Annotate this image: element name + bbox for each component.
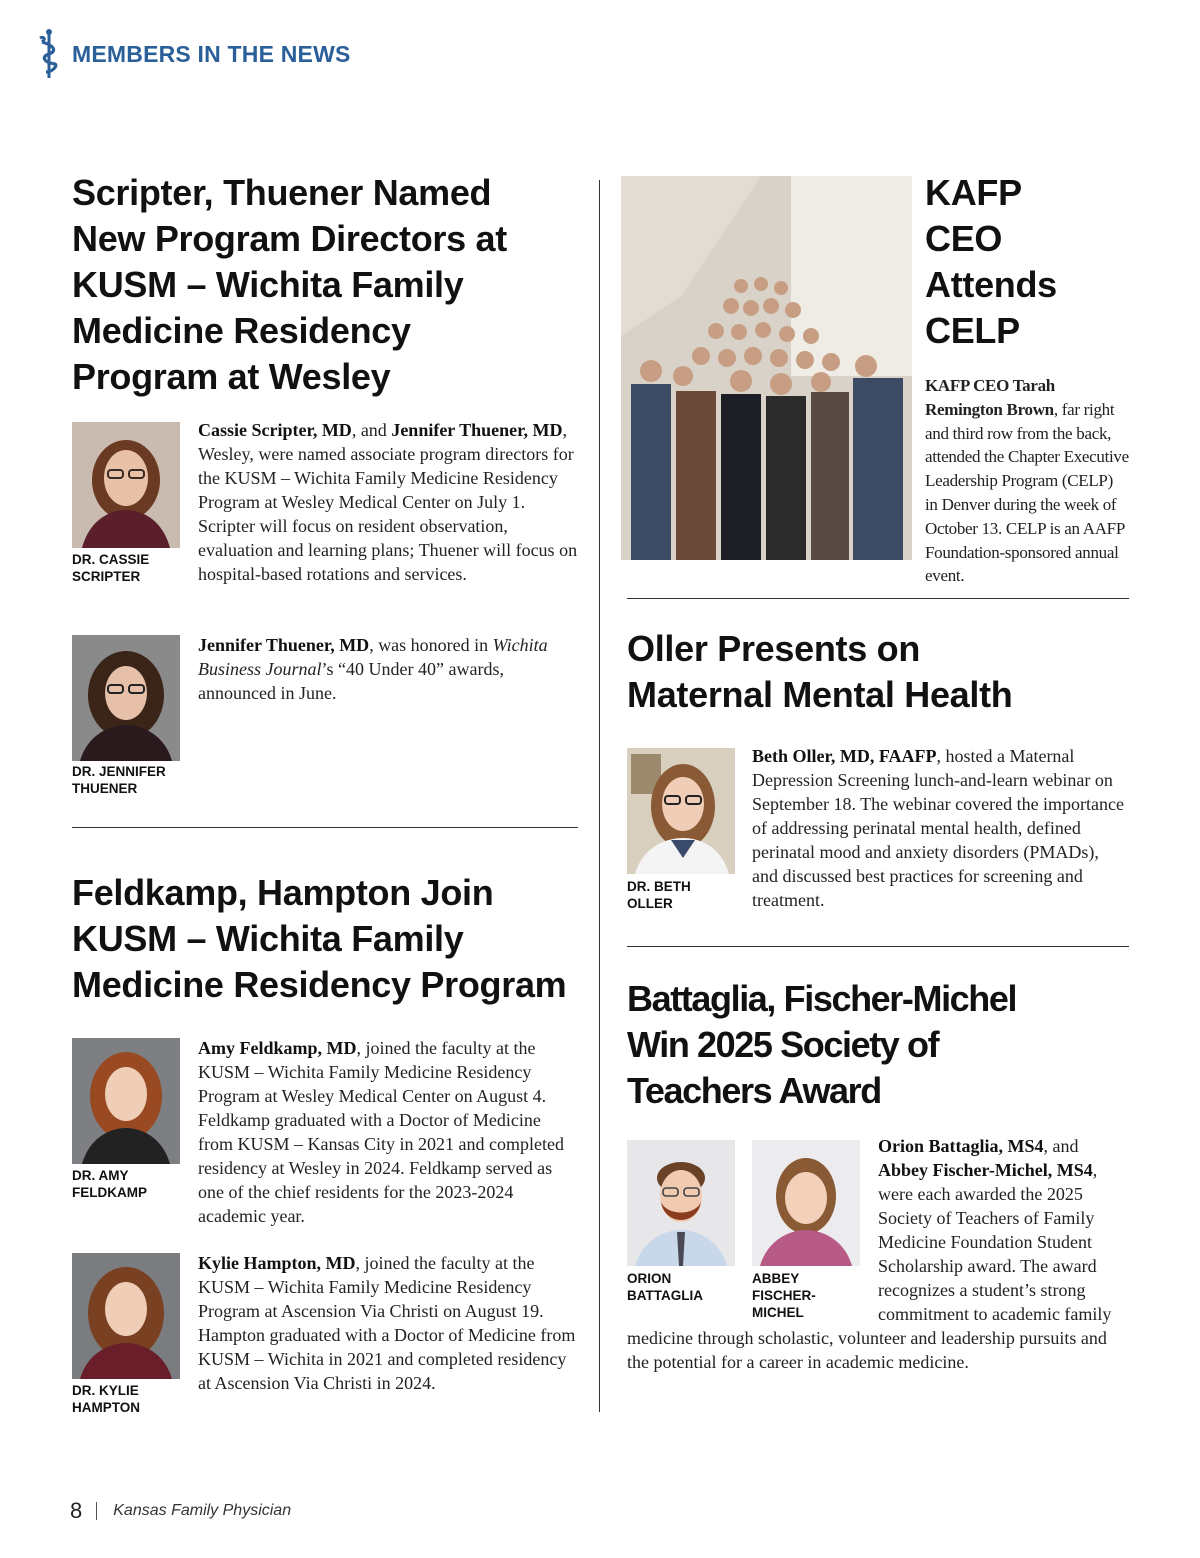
left-column [72, 170, 578, 1415]
article-oller [627, 626, 1129, 926]
photo-amy-feldkamp [72, 1038, 180, 1164]
photo-caption: DR. AMY FELDKAMP [72, 1168, 147, 1200]
section-divider [627, 598, 1129, 599]
article-headline: KAFP CEO Attends CELP [925, 172, 1057, 351]
caduceus-logo-icon [38, 28, 60, 80]
section-divider [627, 946, 1129, 947]
article-feldkamp-hampton [72, 870, 578, 1430]
page-number: 8 [70, 1498, 83, 1523]
section-title: MEMBERS IN THE NEWS [72, 40, 351, 67]
photo-celp-group [621, 176, 912, 560]
article-paragraph: Amy Feldkamp, MD, joined the faculty at the KUSM – Wichita Family Medicine Residency Program at Wesley Medical Center on August 4. Feldkamp graduated with a Doctor of Medicine from KUSM – Kansas City in 2021 and completed residency at Wesley in 2024. Feldkamp served as one of the chief residents for the 2023-2024 academic year. [198, 1038, 564, 1226]
footer-separator [96, 1502, 97, 1520]
photo-caption: DR. JENNIFER THUENER [72, 764, 166, 796]
article-paragraph: Beth Oller, MD, FAAFP, hosted a Maternal Depression Screening lunch-and-learn webinar on September 18. The webinar covered the importance of addressing perinatal mental health, defined perinatal mood and anxiety disorders (PMADs), and discussed best practices for screening and treatment. [752, 746, 1125, 910]
paragraph-float-spacer [627, 1134, 878, 1326]
photo-kylie-hampton [72, 1253, 180, 1379]
article-paragraph: Cassie Scripter, MD, and Jennifer Thuener, MD, Wesley, were named associate program directors for the KUSM – Wichita Family Medicine Residency Program at Wesley Medical Center on July 1. Scripter will focus on resident observation, evaluation and learning plans; Thuener will focus on hospital-based rotations and services. [198, 420, 578, 584]
publication-name: Kansas Family Physician [113, 1502, 292, 1519]
photo-caption: DR. BETH OLLER [627, 879, 691, 911]
article-battaglia-fischer-michel [627, 976, 1129, 1396]
photo-cassie-scripter [72, 422, 180, 548]
section-divider [72, 827, 578, 828]
article-paragraph: Orion Battaglia, MS4, and Abbey Fischer-Michel, MS4, were each awarded the 2025 Society of Teachers of Family Medicine Foundation Student Scholarship award. The award recognizes a student’s strong commitment to academic family medicine through scholastic, volunteer and leadership pursuits and the potential for a career in academic medicine. [627, 1136, 1112, 1372]
article-kafp-ceo-celp [925, 170, 1129, 588]
photo-caption: ORION BATTAGLIA [627, 1271, 703, 1303]
article-headline: Oller Presents on Maternal Mental Health [627, 628, 1013, 715]
page-header [38, 28, 351, 80]
column-divider [599, 180, 600, 1412]
right-column [627, 170, 1129, 1430]
article-headline: Battaglia, Fischer-Michel Win 2025 Society of Teachers Award [627, 978, 1017, 1111]
article-scripter-thuener [72, 170, 578, 830]
article-headline: Feldkamp, Hampton Join KUSM – Wichita Family Medicine Residency Program [72, 872, 567, 1005]
article-paragraph: KAFP CEO Tarah Remington Brown, far right and third row from the back, attended the Chapter Executive Leadership Program (CELP) in Denver during the week of October 13. CELP is an AAFP Foundation-sponsored annual event. [925, 376, 1129, 586]
photo-beth-oller [627, 748, 735, 874]
photo-jennifer-thuener [72, 635, 180, 761]
article-headline: Scripter, Thuener Named New Program Directors at KUSM – Wichita Family Medicine Residency Program at Wesley [72, 172, 507, 397]
photo-caption: ABBEY FISCHER-MICHEL [752, 1271, 816, 1320]
article-paragraph: Kylie Hampton, MD, joined the faculty at the KUSM – Wichita Family Medicine Residency Program at Ascension Via Christi on August 19. Hampton graduated with a Doctor of Medicine from KUSM – Wichita in 2021 and completed residency at Ascension Via Christi in 2024. [198, 1253, 576, 1393]
photo-caption: DR. CASSIE SCRIPTER [72, 552, 150, 584]
page-footer [70, 1498, 291, 1524]
article-paragraph: Jennifer Thuener, MD, was honored in Wichita Business Journal’s “40 Under 40” awards, announced in June. [198, 635, 548, 703]
photo-caption: DR. KYLIE HAMPTON [72, 1383, 141, 1415]
